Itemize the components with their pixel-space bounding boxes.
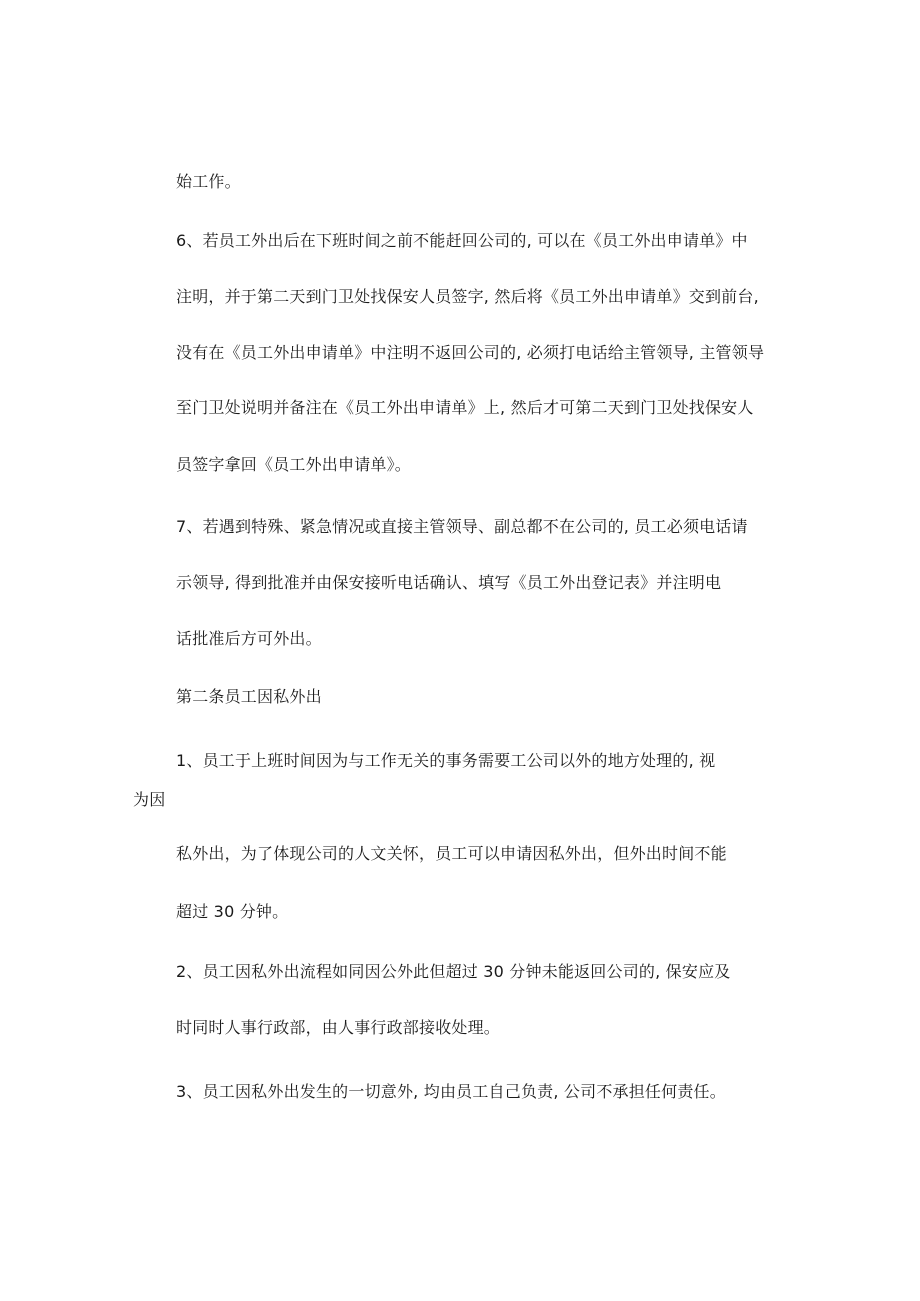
- text-line-6: 员签字拿回《员工外出申请单》。: [176, 455, 412, 474]
- text-line-16: 3、员工因私外出发生的一切意外, 均由员工自己负责, 公司不承担任何责任。: [176, 1082, 726, 1101]
- text-line-8: 示领导, 得到批准并由保安接听电话确认、填写《员工外出登记表》并注明电: [176, 573, 722, 592]
- text-line-4: 没有在《员工外出申请单》中注明不返回公司的, 必须打电话给主管领导, 主管领导: [176, 343, 765, 362]
- text-line-11: 为因: [133, 790, 166, 809]
- text-line-14: 2、员工因私外出流程如同因公外此但超过 30 分钟未能返回公司的, 保安应及: [176, 962, 731, 981]
- text-line-12: 私外出，为了体现公司的人文关怀，员工可以申请因私外出，但外出时间不能: [176, 844, 727, 863]
- text-line-10: 1、员工于上班时间因为与工作无关的事务需要工公司以外的地方处理的, 视: [176, 751, 716, 770]
- text-line-5: 至门卫处说明并备注在《员工外出申请单》上, 然后才可第二天到门卫处找保安人: [176, 398, 754, 417]
- text-line-3: 注明，并于第二天到门卫处找保安人员签字, 然后将《员工外出申请单》交到前台,: [176, 287, 759, 306]
- section-heading: 第二条员工因私外出: [176, 687, 322, 706]
- text-line-2: 6、若员工外出后在下班时间之前不能赶回公司的, 可以在《员工外出申请单》中: [176, 231, 748, 250]
- text-line-13: 超过 30 分钟。: [176, 902, 289, 921]
- text-line-15: 时同时人事行政部，由人事行政部接收处理。: [176, 1018, 501, 1037]
- text-line-9: 话批准后方可外出。: [176, 629, 322, 648]
- text-line-7: 7、若遇到特殊、紧急情况或直接主管领导、副总都不在公司的, 员工必须电话请: [176, 517, 748, 536]
- text-line-1: 始工作。: [176, 172, 241, 191]
